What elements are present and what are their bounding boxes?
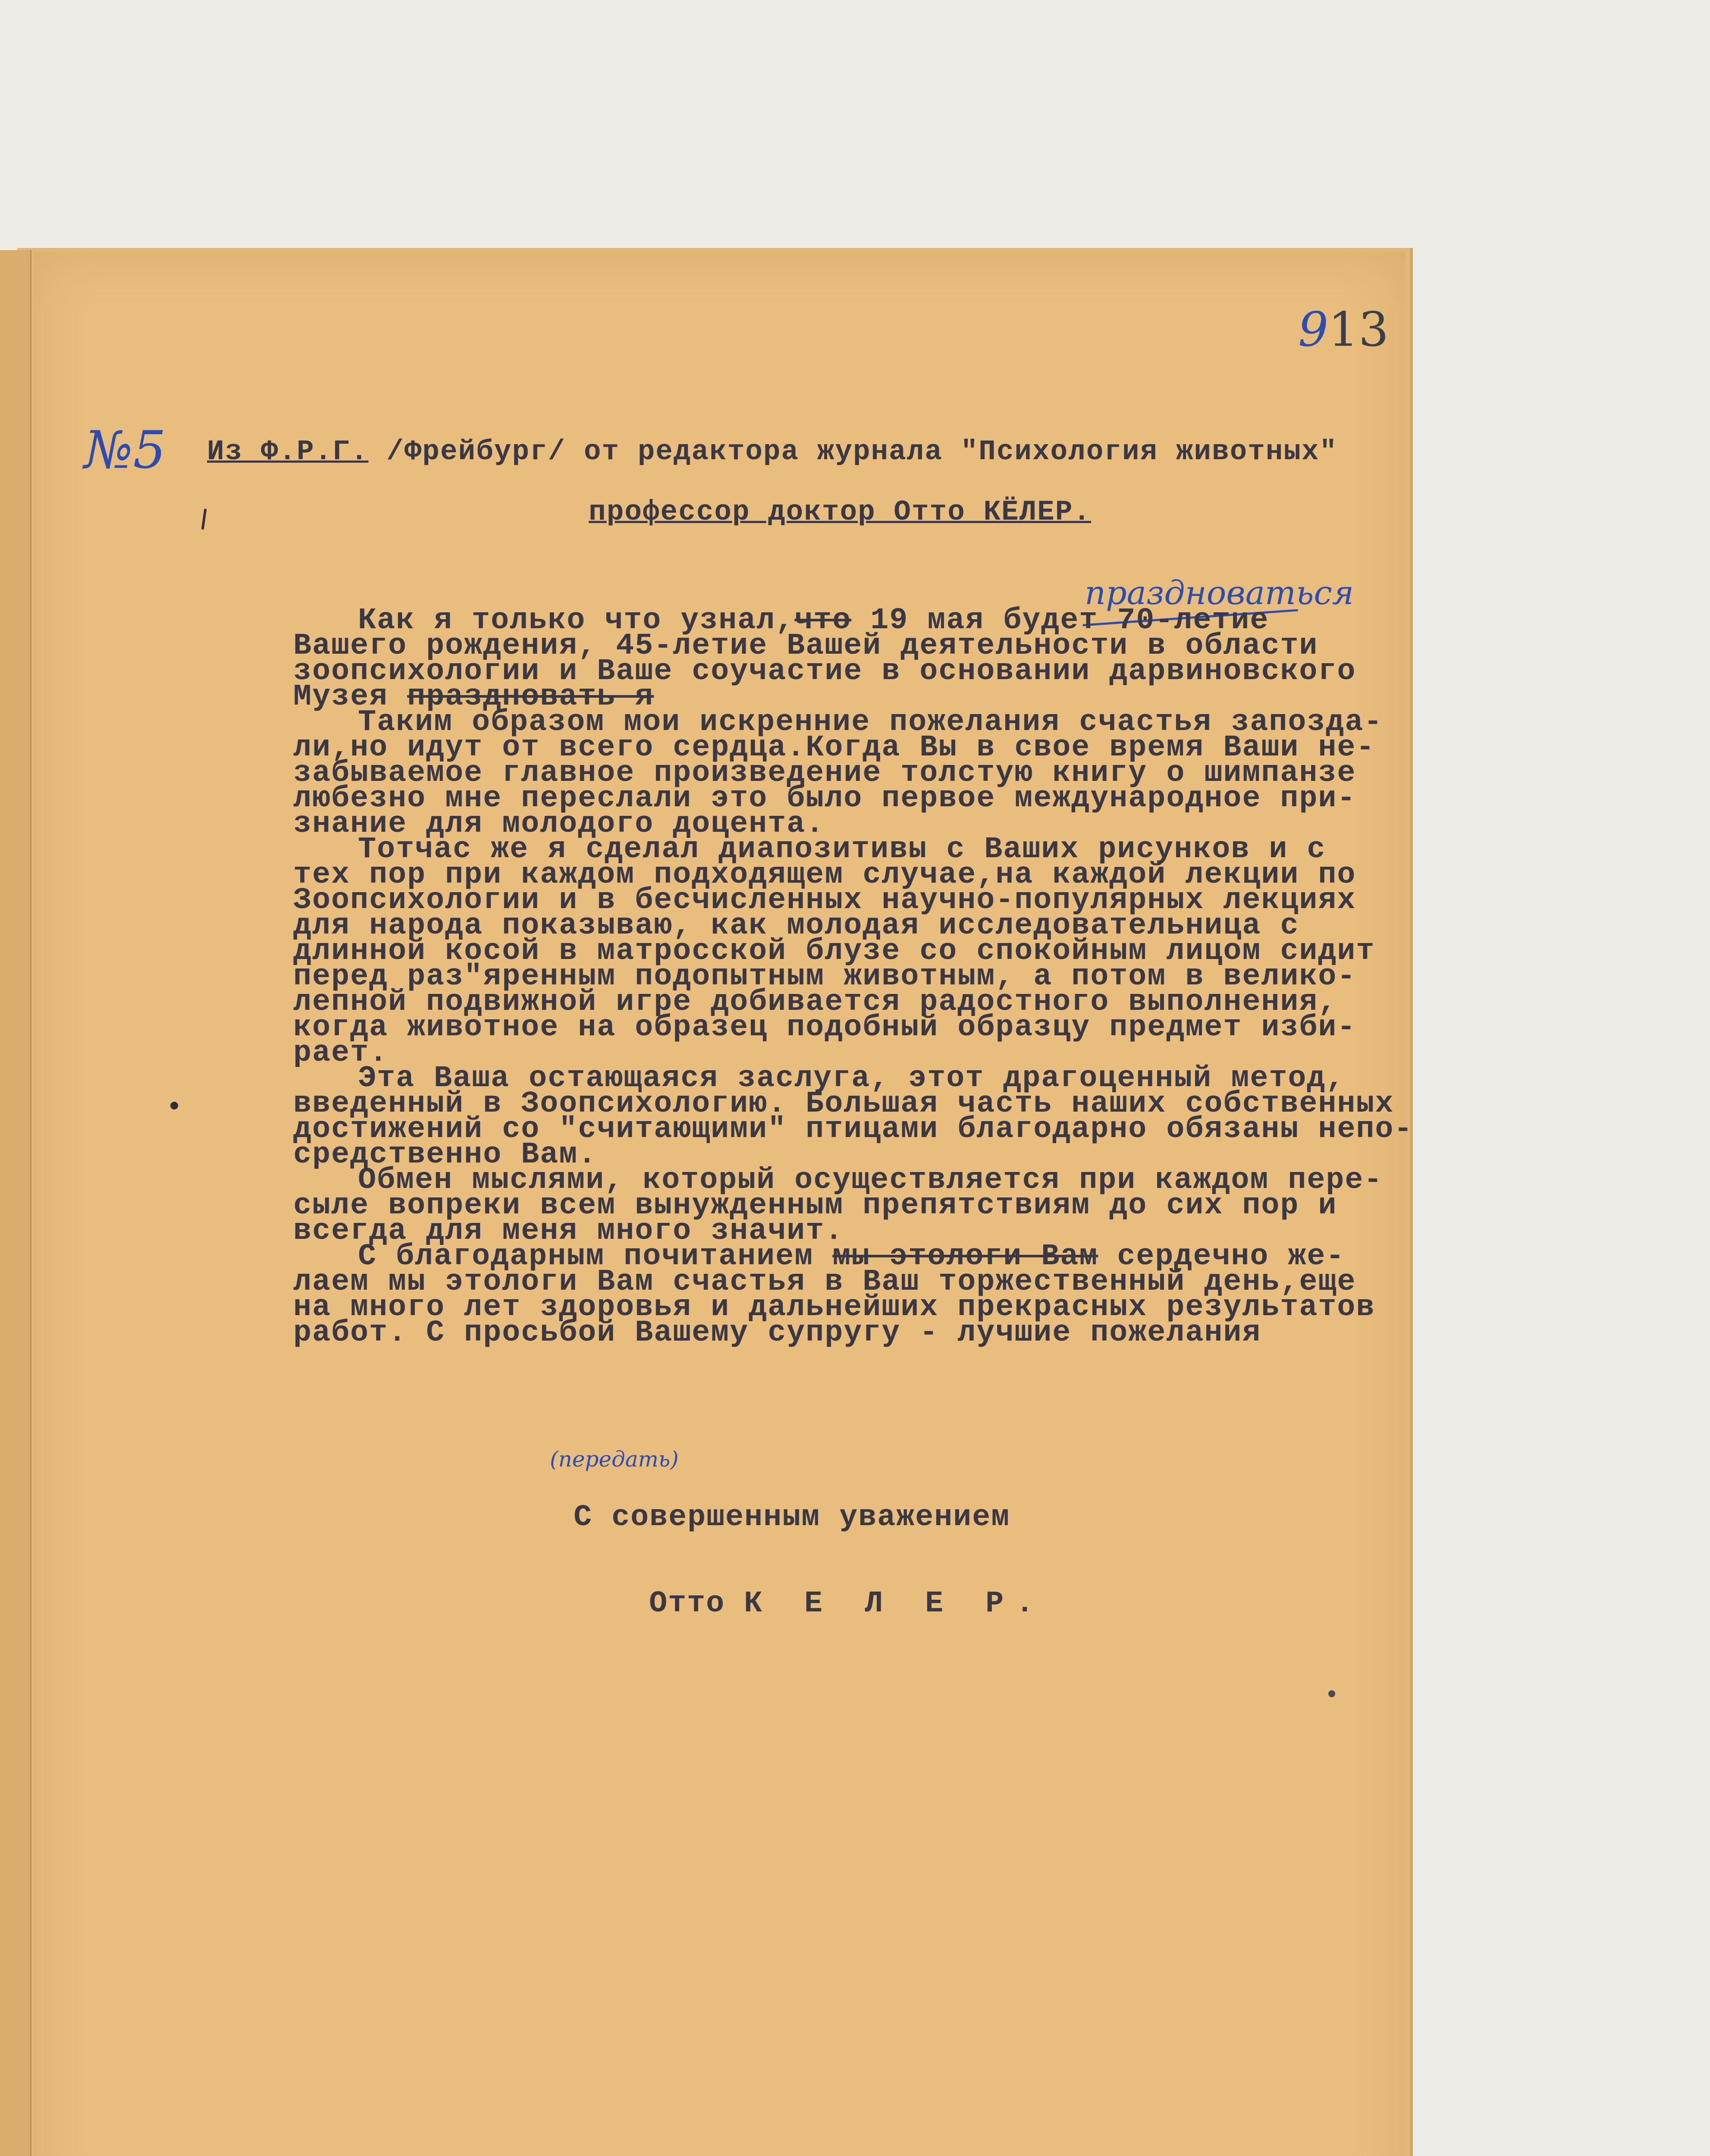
body-line: длинной косой в матросской блузе со спокойным лицом сидит <box>293 934 1375 968</box>
body-line: Эта Ваша остающаяся заслуга, этот драгоценный метод, <box>358 1062 1345 1096</box>
body-line: средственно Вам. <box>293 1138 597 1172</box>
closing-line: С совершенным уважением <box>574 1501 1010 1535</box>
body-line: забываемое главное произведение толстую книгу о шимпанзе <box>293 756 1356 790</box>
handwritten-insert-below: (передать) <box>550 1447 679 1472</box>
body-line: тех пор при каждом подходящем случае,на каждой лекции по <box>293 858 1356 892</box>
body-line: достижений со "считающими" птицами благодарно обязаны непо- <box>293 1112 1413 1147</box>
deleted-text: праздновать я <box>407 680 654 714</box>
header-from: Из Ф.Р.Г. <box>207 436 369 468</box>
body-line: С благодарным почитанием <box>358 1240 833 1274</box>
body-line: рает. <box>293 1036 389 1070</box>
body-line: Зоопсихологии и в бесчисленных научно-популярных лекциях <box>293 884 1356 918</box>
body-line: Тотчас же я сделал диапозитивы с Ваших рисунков и с <box>358 833 1326 867</box>
body-line: когда животное на образец подобный образцу предмет изби- <box>293 1011 1356 1045</box>
deleted-text: что <box>794 604 852 638</box>
binding-edge <box>0 250 31 2156</box>
folio-number <box>1298 302 1389 357</box>
body-line: любезно мне переслали это было первое международное при- <box>293 782 1356 816</box>
header-line-1 <box>207 436 1337 468</box>
body-line: сердечно же- <box>1098 1240 1345 1274</box>
body-line: лепной подвижной игре добивается радостного выполнения, <box>293 985 1337 1019</box>
body-line: 19 мая будет 70-летие <box>851 604 1269 638</box>
body-line: Музея <box>293 680 389 714</box>
signature <box>649 1587 1046 1621</box>
deleted-text: мы этологи Вам <box>832 1240 1098 1274</box>
header-rest: /Фрейбург/ от редактора журнала "Психология животных" <box>368 436 1338 468</box>
body-line: сыле вопреки всем вынужденным препятствиям до сих пор и <box>293 1189 1337 1223</box>
header-line-2: профессор доктор Отто КЁЛЕР. <box>589 496 1091 528</box>
signature-first-name: Отто <box>649 1587 725 1621</box>
body-line: Таким образом мои искренние пожелания счастья запозда- <box>358 705 1383 740</box>
body-line: на много лет здоровья и дальнейших прекрасных результатов <box>293 1291 1375 1325</box>
body-line: работ. С просьбой Вашему супругу - лучшие пожелания <box>293 1316 1261 1350</box>
body-line: перед раз"яренным подопытным животным, а потом в велико- <box>293 960 1356 994</box>
body-line: ли,но идут от всего сердца.Когда Вы в свое время Ваши не- <box>293 731 1375 765</box>
margin-dot-mark-lower <box>1328 1690 1335 1697</box>
body-line: Как я только что узнал, <box>358 604 795 638</box>
folio-struck-value: 13 <box>1328 302 1389 357</box>
body-line: Обмен мыслями, который осуществляется при каждом пере- <box>358 1163 1383 1197</box>
body-line: для народа показываю, как молодая исследовательница с <box>293 909 1299 943</box>
body-line: знание для молодого доцента. <box>293 807 825 841</box>
body-line: всегда для меня много значит. <box>293 1214 844 1248</box>
margin-dot-mark <box>170 1102 178 1109</box>
signature-last-name: К Е Л Е Р. <box>744 1587 1046 1621</box>
letter-body <box>293 604 1413 1350</box>
body-line: лаем мы этологи Вам счастья в Ваш торжественный день,еще <box>293 1265 1356 1299</box>
folio-value: 9 <box>1298 302 1328 357</box>
body-line: введенный в Зоопсихологию. Большая часть наших собственных <box>293 1087 1394 1121</box>
handwritten-insert: праздноваться <box>1085 573 1354 612</box>
body-line: зоопсихологии и Ваше соучастие в основании дарвиновского <box>293 655 1356 689</box>
body-line: Вашего рождения, 45-летие Вашей деятельности в области <box>293 629 1318 663</box>
item-number: №5 <box>84 420 166 480</box>
